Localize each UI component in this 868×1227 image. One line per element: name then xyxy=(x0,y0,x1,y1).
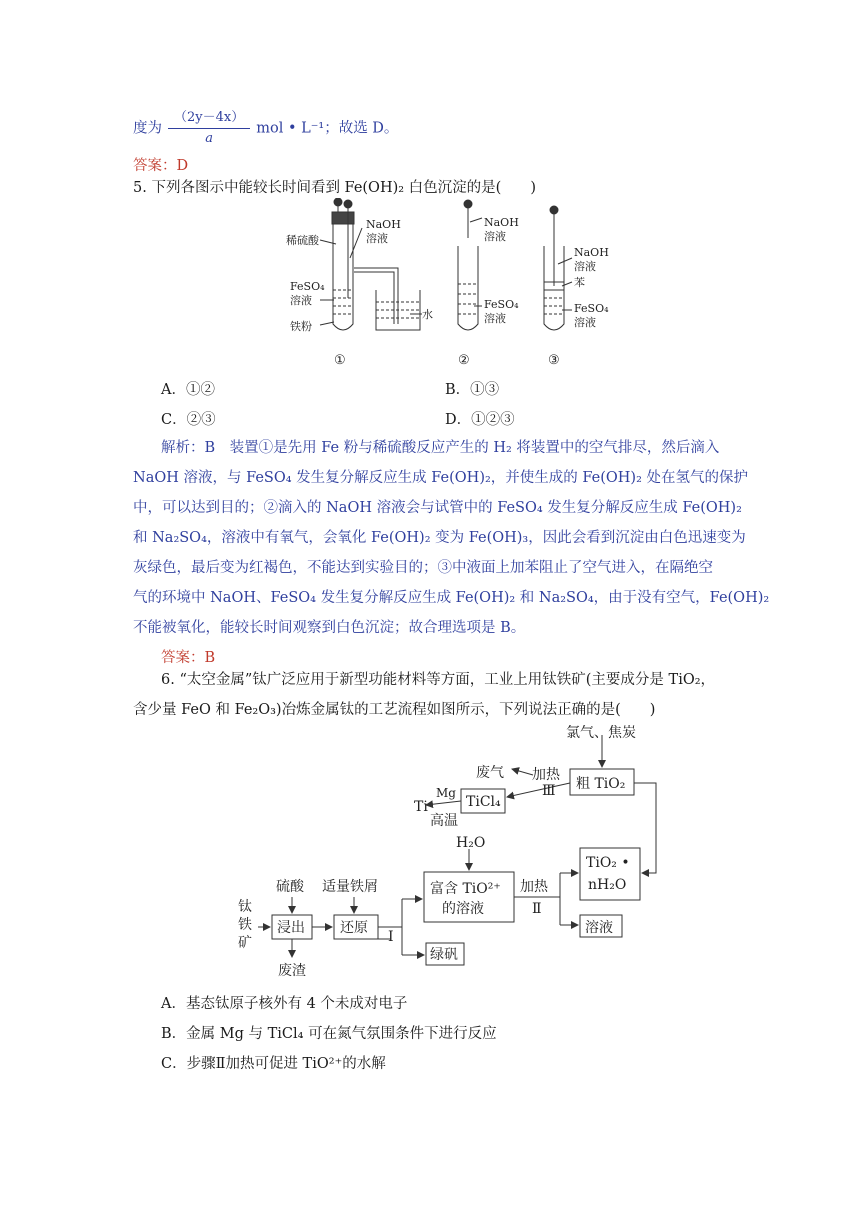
apparatus-number-3: ③ xyxy=(548,353,560,368)
flow-leach: 浸出 xyxy=(277,920,305,936)
flow-chlorine-coke: 氯气、焦炭 xyxy=(566,725,636,741)
label-feso4-2b: 溶液 xyxy=(484,312,506,325)
q5-stem: 5. 下列各图示中能较长时间看到 Fe(OH)₂ 白色沉淀的是( ) xyxy=(133,180,536,196)
label-benzene: 苯 xyxy=(574,276,585,289)
q6-stem-line-1: 6. “太空金属”钛广泛应用于新型功能材料等方面，工业上用钛铁矿(主要成分是 TiO₂， xyxy=(161,672,716,688)
flow-heat-2: 加热 xyxy=(520,879,548,895)
answer-5: 答案：B xyxy=(161,650,216,666)
q5-apparatus-figure xyxy=(270,198,630,378)
flow-sulfuric-acid: 硫酸 xyxy=(276,879,304,895)
q6-option-c: C．步骤Ⅱ加热可促进 TiO²⁺的水解 xyxy=(161,1056,386,1072)
flow-tio2-hydrate-2: nH₂O xyxy=(588,877,627,893)
flow-step-2: Ⅱ xyxy=(532,901,542,917)
label-naoh-3a: NaOH xyxy=(574,246,609,259)
prev-prefix: 度为 xyxy=(133,120,162,137)
q5-analysis-line-6: 气的环境中 NaOH、FeSO₄ 发生复分解反应生成 Fe(OH)₂ 和 Na₂SO₄，由于没有空气，Fe(OH)₂ xyxy=(133,590,770,606)
flow-solution: 溶液 xyxy=(585,920,613,936)
titanium-process-flowchart xyxy=(230,725,670,985)
label-naoh-1a: NaOH xyxy=(366,218,401,231)
label-feso4-1a: FeSO₄ xyxy=(290,280,325,293)
label-iron-powder: 铁粉 xyxy=(290,320,312,333)
flow-step-3: Ⅲ xyxy=(542,783,556,799)
q5-analysis-line-3: 中，可以达到目的；②滴入的 NaOH 溶液会与试管中的 FeSO₄ 发生复分解反应生成 Fe(OH)₂ xyxy=(133,500,742,516)
flow-tio2-hydrate-1: TiO₂ • xyxy=(586,855,630,871)
flow-reduce: 还原 xyxy=(340,920,368,936)
label-feso4-3b: 溶液 xyxy=(574,316,596,329)
prev-answer-line xyxy=(133,108,398,149)
q5-analysis-line-1: 解析：B 装置①是先用 Fe 粉与稀硫酸反应产生的 H₂ 将装置中的空气排尽，然后滴入 xyxy=(161,440,720,456)
flow-rich-solution-2: 的溶液 xyxy=(442,901,484,917)
flow-mg: Mg xyxy=(436,786,456,800)
label-naoh-3b: 溶液 xyxy=(574,260,596,273)
q5-analysis-line-4: 和 Na₂SO₄，溶液中有氧气，会氧化 Fe(OH)₂ 变为 Fe(OH)₃，因此会看到沉淀由白色迅速变为 xyxy=(133,530,746,546)
fraction-numerator: （2y－4x） xyxy=(168,108,250,129)
label-feso4-3a: FeSO₄ xyxy=(574,302,609,315)
flow-iron-scraps: 适量铁屑 xyxy=(322,879,378,895)
flow-high-temp: 高温 xyxy=(430,813,458,829)
flow-rich-solution-1: 富含 TiO²⁺ xyxy=(430,881,501,897)
concentration-fraction xyxy=(168,108,250,149)
flow-residue: 废渣 xyxy=(278,963,306,979)
label-naoh-1b: 溶液 xyxy=(366,232,388,245)
label-naoh-2a: NaOH xyxy=(484,216,519,229)
flow-ore-2: 铁 xyxy=(238,917,252,933)
flow-ticl4: TiCl₄ xyxy=(466,794,501,810)
flow-ore-3: 矿 xyxy=(238,935,252,951)
prev-suffix: mol • L⁻¹；故选 D。 xyxy=(256,120,399,137)
q5-analysis-line-5: 灰绿色，最后变为红褐色，不能达到实验目的；③中液面上加苯阻止了空气进入，在隔绝空 xyxy=(133,560,713,576)
label-feso4-1b: 溶液 xyxy=(290,294,312,307)
label-dilute-acid: 稀硫酸 xyxy=(286,234,319,247)
answer-4: 答案：D xyxy=(133,158,189,174)
flow-waste-gas: 废气 xyxy=(476,765,504,781)
flow-step-1: Ⅰ xyxy=(388,929,394,945)
apparatus-number-2: ② xyxy=(458,353,470,368)
apparatus-number-1: ① xyxy=(334,353,346,368)
label-water: 水 xyxy=(422,308,433,321)
flow-water: H₂O xyxy=(456,835,486,851)
flow-crude-tio2: 粗 TiO₂ xyxy=(576,776,626,792)
q6-stem-line-2: 含少量 FeO 和 Fe₂O₃)冶炼金属钛的工艺流程如图所示，下列说法正确的是( ) xyxy=(133,702,656,718)
flow-heat-3: 加热 xyxy=(532,767,560,783)
q5-option-d: D．①②③ xyxy=(445,412,515,428)
q5-analysis-line-2: NaOH 溶液，与 FeSO₄ 发生复分解反应生成 Fe(OH)₂，并使生成的 Fe(OH)₂ 处在氢气的保护 xyxy=(133,470,749,486)
flow-green-vitriol: 绿矾 xyxy=(430,947,458,963)
q5-option-c: C．②③ xyxy=(161,412,216,428)
q6-option-a: A．基态钛原子核外有 4 个未成对电子 xyxy=(161,996,408,1012)
flow-ore-1: 钛 xyxy=(238,899,252,915)
label-naoh-2b: 溶液 xyxy=(484,230,506,243)
label-feso4-2a: FeSO₄ xyxy=(484,298,519,311)
q5-option-a: A．①② xyxy=(161,382,215,398)
q5-option-b: B．①③ xyxy=(445,382,500,398)
flow-ti: Ti xyxy=(414,799,428,815)
q6-option-b: B．金属 Mg 与 TiCl₄ 可在氮气氛围条件下进行反应 xyxy=(161,1026,497,1042)
q5-analysis-line-7: 不能被氧化，能较长时间观察到白色沉淀；故合理选项是 B。 xyxy=(133,620,526,636)
fraction-denominator: a xyxy=(205,131,213,146)
